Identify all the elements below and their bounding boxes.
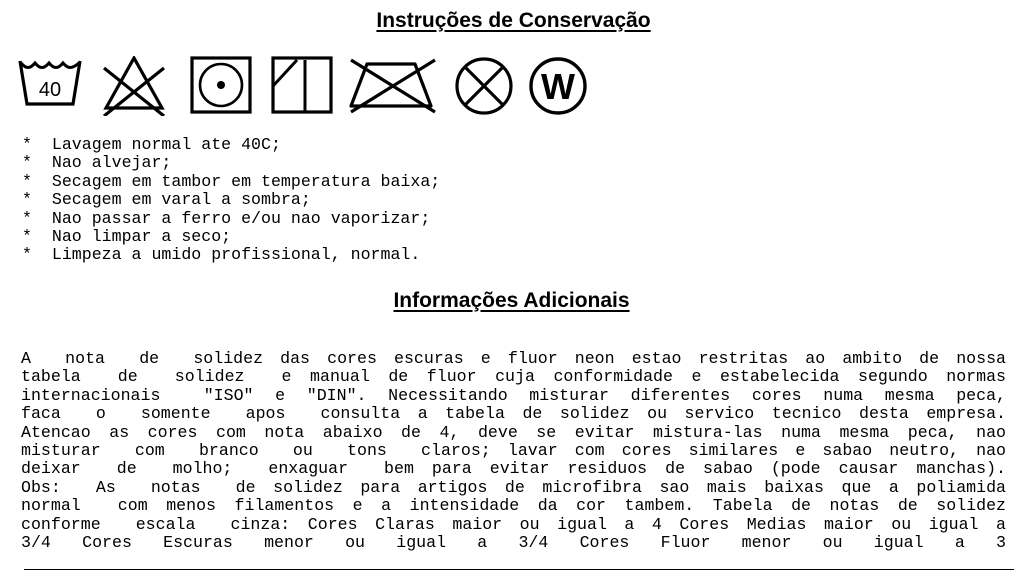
list-item: * Nao alvejar;	[22, 153, 172, 173]
tumble-dry-low-icon	[190, 56, 252, 116]
no-bleach-icon	[100, 56, 170, 116]
list-item: * Secagem em tambor em temperatura baixa;	[22, 171, 441, 191]
list-item: * Limpeza a umido profissional, normal.	[22, 245, 421, 265]
paragraph-line: normal com menos filamentos e a intensidade da cor tambem. Tabela de notas de solidez	[21, 496, 1006, 516]
list-item: * Nao passar a ferro e/ou nao vaporizar;	[22, 208, 431, 228]
additional-info-title: Informações Adicionais	[393, 289, 630, 312]
care-instructions-title: Instruções de Conservação	[376, 9, 651, 32]
paragraph-line: conforme escala cinza: Cores Claras maior ou igual a 4 Cores Medias maior ou igual a	[21, 514, 1006, 534]
wash-40-icon	[18, 56, 82, 112]
additional-info-paragraph	[21, 350, 1006, 552]
care-instructions-list	[22, 136, 440, 265]
list-item: * Nao limpar a seco;	[22, 227, 232, 247]
paragraph-line: deixar de molho; enxaguar bem para evitar residuos de sabao (pode causar manchas).	[21, 459, 1006, 479]
wash-temperature-label: 40	[38, 79, 62, 101]
paragraph-line: A nota de solidez das cores escuras e fluor neon estao restritas ao ambito de nossa	[21, 349, 1006, 368]
no-iron-icon	[347, 56, 441, 116]
wet-clean-label: W	[541, 66, 575, 107]
no-dry-clean-icon	[452, 56, 516, 116]
paragraph-line: misturar com branco ou tons claros; lavar com cores similares e sabao neutro, nao	[21, 440, 1006, 460]
paragraph-line: Obs: As notas de solidez para artigos de microfibra sao mais baixas que a poliamida	[21, 477, 1006, 497]
wet-clean-icon	[528, 56, 590, 116]
line-dry-shade-icon	[271, 56, 333, 116]
list-item: * Secagem em varal a sombra;	[22, 190, 311, 210]
bottom-divider	[24, 569, 1014, 570]
paragraph-line: 3/4 Cores Escuras menor ou igual a 3/4 Cores Fluor menor ou igual a 3	[21, 532, 1006, 552]
paragraph-line: faca o somente apos consulta a tabela de solidez ou servico tecnico desta empresa.	[21, 404, 1006, 424]
list-item: * Lavagem normal ate 40C;	[22, 135, 281, 154]
paragraph-line: Atencao as cores com nota abaixo de 4, deve se evitar mistura-las numa mesma peca, nao	[21, 422, 1006, 442]
paragraph-line: internacionais "ISO" e "DIN". Necessitando misturar diferentes cores numa mesma peca,	[21, 385, 1006, 405]
paragraph-line: tabela de solidez e manual de fluor cuja conformidade e estabelecida segundo normas	[21, 367, 1006, 387]
